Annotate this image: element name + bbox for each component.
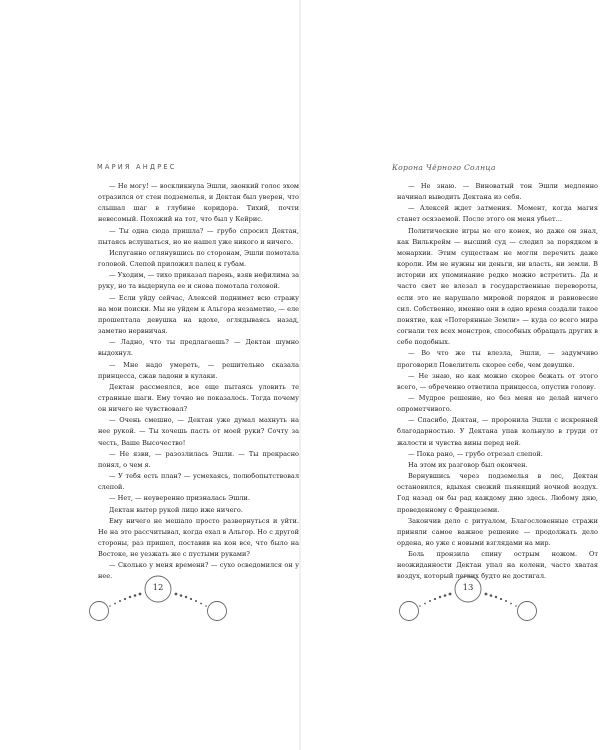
paragraph: — Очень смешно, — Дектан уже думал махнуть на нее рукой. — Ты хочешь пасть от моей руки? Сочту за честь, Ваше Высочество! — [98, 416, 299, 447]
paragraph: — Мне надо умереть, — решительно сказала принцесса, сжав ладони в кулаки. — [98, 360, 299, 380]
paragraph: Дектан вытер рукой лицо иже ничего. — [109, 505, 243, 514]
paragraph: Закончив дело с ритуалом, Благословенные стражи приняли самое важное решение — продолжать дело ордена, но уже с новыми взглядами на мир. — [397, 516, 598, 547]
page-number: 12 — [152, 583, 164, 593]
right-page-text — [397, 181, 598, 583]
moon-phases-icon — [393, 573, 543, 625]
paragraph: Политические игры не его конек, но даже он знал, как Вилькрейм — высший суд — следил за порядком в монархии. Этим существам не могли перечить даже короли. Им не нужны ни деньги, ни власть, ни земли. В истории их упоминание редко можно встретить. Да и часто свет не влезал в государственные перевороты, если это не нарушало мировой порядок и равновесие сил. Собственно, именно они в одно время создали такое понятие, как «Потерянные Земли» — куда со всего мира согнали тех всех монстров, способных обращать других в себе подобных. — [397, 226, 598, 347]
moon-phases-icon — [83, 573, 233, 625]
running-head-author: МАРИЯ АНДРЕС — [97, 163, 177, 171]
paragraph: Испуганно оглянувшись по сторонам, Эшли помотала головой. Слепой приложил палец к губам. — [98, 248, 299, 269]
running-head-title: Корона Чёрного Солнца — [392, 163, 496, 172]
paragraph: — Не знаю, но как можно скорее бежать от этого всего, — обреченно ответила принцесса, опустив голову. — [397, 371, 598, 391]
paragraph: Дектан рассмеялся, все еще пытаясь уловить те странные шаги. Ему точно не показалось. Тогда почему он ничего не чувствовал? — [98, 382, 299, 414]
left-page-text — [98, 181, 299, 583]
paragraph: — Ладно, что ты предлагаешь? — Дектан шумно выдохнул. — [98, 338, 299, 358]
paragraph: — Пока рано, — грубо отрезал слепой. — [408, 449, 543, 458]
paragraph: — Алексей ждет затмения. Момент, когда магия станет осязаемой. После этого он меня убьет... — [397, 204, 598, 224]
paragraph: — У тебя есть план? — усмехаясь, полюбопытствовал слепой. — [98, 472, 299, 492]
page-number-ornament — [83, 573, 233, 625]
right-page — [300, 0, 600, 750]
paragraph: Боль пронзила спину острым ножом. От неожиданности Дектан упал на колени, часто хватая воздух, который легких будто не достигал. — [397, 550, 598, 581]
paragraph: — Не могу! — воскликнула Эшли, звонкий голос эхом отразился от стен подземелья, и Дектан был уверен, что слышал шаг в глубине коридора. Тихий, почти невесомый. Похожий на тот, что был у Кейрис. — [98, 182, 299, 224]
page-number-ornament — [393, 573, 543, 625]
paragraph: — Сколько у меня времени? — сухо осведомился он у нее. — [98, 561, 299, 581]
paragraph: — Спасибо, Дектан, — проронила Эшли с искренней благодарностью. У Дектана упав кольнуло в груди от жалости и чувства вины перед ней. — [397, 416, 598, 447]
paragraph: — Не знаю. — Виноватый тон Эшли медленно начинал выводить Дектана из себя. — [397, 182, 598, 202]
paragraph: — Уходим, — тихо приказал парень, взяв нефилима за руку, но та выдернула ее и снова помотала головой. — [98, 271, 299, 291]
paragraph: — Нет, — неуверенно призналась Эшли. — [109, 494, 250, 503]
paragraph: — Не язви, — разозлилась Эшли. — Ты прекрасно понял, о чем я. — [98, 449, 299, 469]
page-number: 13 — [462, 583, 474, 593]
paragraph: — Если уйду сейчас, Алексей поднимет всю стражу на мои поиски. Мы не уйдем к Альгора незаметно, — еле прошептала девушка на вдохе, оглядываясь назад, заметно нервничая. — [98, 293, 299, 336]
paragraph: — Во что же ты влезла, Эшли, — задумчиво проговорил Повелитель скорее себе, чем девушке. — [397, 349, 598, 369]
paragraph: Вернувшись через подземелья в лес, Дектан остановился, вдыхая свежий пьянящий ночной воздух. Год назад он бы рад каждому дню здесь. Любому дню, проведенному с Францеземи. — [397, 472, 598, 514]
paragraph: На этом их разговор был окончен. — [408, 460, 528, 469]
paragraph: — Ты одна сюда пришла? — грубо спросил Дектан, пытаясь вслушаться, но не нашел уже никого и ничего. — [98, 226, 299, 246]
paragraph: — Мудрое решение, но без меня не делай ничего опрометчивого. — [397, 393, 598, 414]
paragraph: Ему ничего не мешало просто развернуться и уйти. Не на это рассчитывал, когда ехал в Альгор. Но с другой стороны, раз пришел, поставив на кон все, что было на Востоке, не уезжать же с пустыми руками? — [98, 516, 299, 559]
